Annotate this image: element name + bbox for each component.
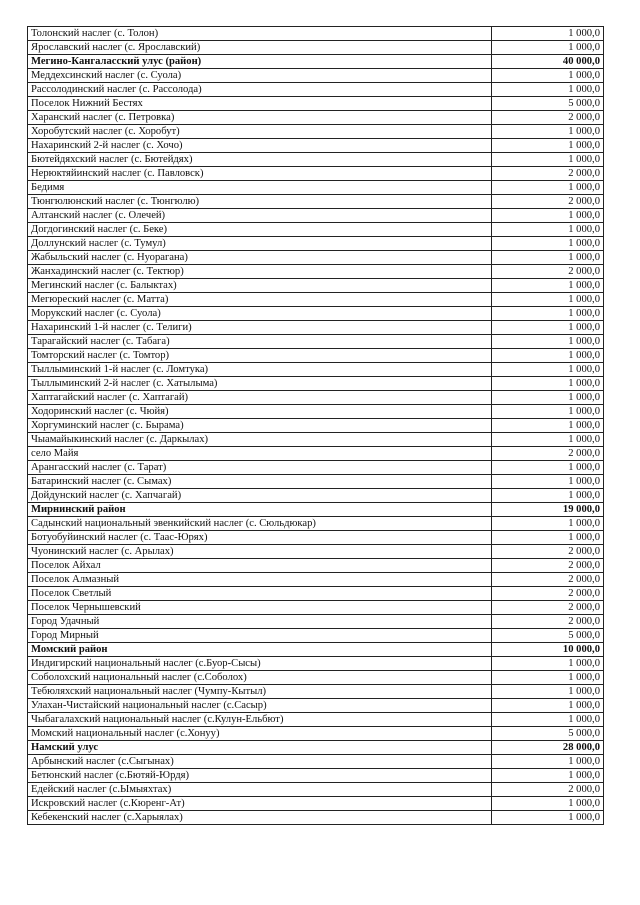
table-row bbox=[28, 559, 604, 573]
settlement-name-cell: Харанский наслег (с. Петровка) bbox=[28, 111, 492, 125]
amount-cell: 1 000,0 bbox=[492, 531, 604, 545]
amount-cell: 2 000,0 bbox=[492, 587, 604, 601]
settlement-name-cell: Нахаринский 2-й наслег (с. Хочо) bbox=[28, 139, 492, 153]
settlement-name-cell: Дойдунский наслег (с. Хапчагай) bbox=[28, 489, 492, 503]
settlement-name-cell: Нерюктяйинский наслег (с. Павловск) bbox=[28, 167, 492, 181]
settlement-name-cell: Город Удачный bbox=[28, 615, 492, 629]
table-row bbox=[28, 83, 604, 97]
district-total-row bbox=[28, 643, 604, 657]
amount-cell: 2 000,0 bbox=[492, 447, 604, 461]
amount-cell: 1 000,0 bbox=[492, 209, 604, 223]
settlement-name-cell: Рассолодинский наслег (с. Рассолода) bbox=[28, 83, 492, 97]
amount-cell: 2 000,0 bbox=[492, 615, 604, 629]
table-row bbox=[28, 475, 604, 489]
amount-cell: 1 000,0 bbox=[492, 699, 604, 713]
amount-cell: 5 000,0 bbox=[492, 629, 604, 643]
amount-cell: 2 000,0 bbox=[492, 265, 604, 279]
amount-cell: 1 000,0 bbox=[492, 377, 604, 391]
table-row bbox=[28, 797, 604, 811]
settlement-name-cell: Жабыльский наслег (с. Нуорагана) bbox=[28, 251, 492, 265]
amount-cell: 1 000,0 bbox=[492, 223, 604, 237]
settlement-name-cell: Момский национальный наслег (с.Хонуу) bbox=[28, 727, 492, 741]
settlement-name-cell: Бютейдяхский наслег (с. Бютейдях) bbox=[28, 153, 492, 167]
settlement-name-cell: Доллунский наслег (с. Тумул) bbox=[28, 237, 492, 251]
table-row bbox=[28, 811, 604, 825]
table-row bbox=[28, 293, 604, 307]
amount-cell: 1 000,0 bbox=[492, 237, 604, 251]
table-row bbox=[28, 377, 604, 391]
table-row bbox=[28, 41, 604, 55]
district-name-cell: Мирнинский район bbox=[28, 503, 492, 517]
table-row bbox=[28, 97, 604, 111]
amount-cell: 1 000,0 bbox=[492, 685, 604, 699]
table-row bbox=[28, 755, 604, 769]
table-row bbox=[28, 685, 604, 699]
amount-cell: 2 000,0 bbox=[492, 559, 604, 573]
amount-cell: 1 000,0 bbox=[492, 405, 604, 419]
table-row bbox=[28, 321, 604, 335]
table-row bbox=[28, 27, 604, 41]
settlement-name-cell: Батаринский наслег (с. Сымах) bbox=[28, 475, 492, 489]
table-row bbox=[28, 531, 604, 545]
amount-cell: 2 000,0 bbox=[492, 195, 604, 209]
district-total-row bbox=[28, 741, 604, 755]
amount-cell: 2 000,0 bbox=[492, 783, 604, 797]
table-row bbox=[28, 587, 604, 601]
amount-cell: 1 000,0 bbox=[492, 475, 604, 489]
table-row bbox=[28, 783, 604, 797]
table-row bbox=[28, 111, 604, 125]
amount-cell: 1 000,0 bbox=[492, 713, 604, 727]
settlement-name-cell: Город Мирный bbox=[28, 629, 492, 643]
settlement-name-cell: Тыллыминский 1-й наслег (с. Ломтука) bbox=[28, 363, 492, 377]
amount-cell: 1 000,0 bbox=[492, 293, 604, 307]
settlement-name-cell: Мегинский наслег (с. Балыктах) bbox=[28, 279, 492, 293]
table-row bbox=[28, 573, 604, 587]
settlement-name-cell: Поселок Алмазный bbox=[28, 573, 492, 587]
amount-cell: 1 000,0 bbox=[492, 489, 604, 503]
amount-cell: 1 000,0 bbox=[492, 279, 604, 293]
amount-cell: 1 000,0 bbox=[492, 349, 604, 363]
amount-cell: 1 000,0 bbox=[492, 335, 604, 349]
amount-cell: 2 000,0 bbox=[492, 573, 604, 587]
allocation-table bbox=[27, 26, 604, 825]
amount-cell: 2 000,0 bbox=[492, 545, 604, 559]
table-row bbox=[28, 69, 604, 83]
district-name-cell: Намский улус bbox=[28, 741, 492, 755]
settlement-name-cell: Меддехсинский наслег (с. Суола) bbox=[28, 69, 492, 83]
table-row bbox=[28, 349, 604, 363]
settlement-name-cell: Догдогинский наслег (с. Беке) bbox=[28, 223, 492, 237]
table-row bbox=[28, 699, 604, 713]
amount-cell: 1 000,0 bbox=[492, 41, 604, 55]
settlement-name-cell: Бетюнский наслег (с.Бютяй-Юрдя) bbox=[28, 769, 492, 783]
amount-cell: 1 000,0 bbox=[492, 153, 604, 167]
settlement-name-cell: Поселок Нижний Бестях bbox=[28, 97, 492, 111]
amount-cell: 1 000,0 bbox=[492, 797, 604, 811]
table-row bbox=[28, 265, 604, 279]
amount-cell: 1 000,0 bbox=[492, 139, 604, 153]
settlement-name-cell: Чыамайыкинский наслег (с. Даркылах) bbox=[28, 433, 492, 447]
district-name-cell: Момский район bbox=[28, 643, 492, 657]
settlement-name-cell: Алтанский наслег (с. Олечей) bbox=[28, 209, 492, 223]
table-row bbox=[28, 237, 604, 251]
district-total-row bbox=[28, 503, 604, 517]
amount-cell: 1 000,0 bbox=[492, 307, 604, 321]
settlement-name-cell: село Майя bbox=[28, 447, 492, 461]
table-row bbox=[28, 251, 604, 265]
settlement-name-cell: Поселок Айхал bbox=[28, 559, 492, 573]
document-page bbox=[27, 26, 604, 825]
settlement-name-cell: Ботуобуйинский наслег (с. Таас-Юрях) bbox=[28, 531, 492, 545]
table-row bbox=[28, 153, 604, 167]
settlement-name-cell: Жанхадинский наслег (с. Тектюр) bbox=[28, 265, 492, 279]
amount-cell: 1 000,0 bbox=[492, 83, 604, 97]
settlement-name-cell: Арбынский наслег (с.Сыгынах) bbox=[28, 755, 492, 769]
table-row bbox=[28, 139, 604, 153]
settlement-name-cell: Хаптагайский наслег (с. Хаптагай) bbox=[28, 391, 492, 405]
settlement-name-cell: Томторский наслег (с. Томтор) bbox=[28, 349, 492, 363]
settlement-name-cell: Кебекенский наслег (с.Харыялах) bbox=[28, 811, 492, 825]
settlement-name-cell: Бедимя bbox=[28, 181, 492, 195]
amount-cell: 1 000,0 bbox=[492, 461, 604, 475]
table-row bbox=[28, 419, 604, 433]
amount-cell: 2 000,0 bbox=[492, 167, 604, 181]
table-row bbox=[28, 489, 604, 503]
amount-cell: 1 000,0 bbox=[492, 251, 604, 265]
table-row bbox=[28, 629, 604, 643]
table-row bbox=[28, 181, 604, 195]
table-row bbox=[28, 657, 604, 671]
table-row bbox=[28, 769, 604, 783]
district-total-row bbox=[28, 55, 604, 69]
settlement-name-cell: Искровский наслег (с.Кюренг-Ат) bbox=[28, 797, 492, 811]
amount-cell: 1 000,0 bbox=[492, 811, 604, 825]
table-row bbox=[28, 125, 604, 139]
settlement-name-cell: Индигирский национальный наслег (с.Буор-Сысы) bbox=[28, 657, 492, 671]
table-row bbox=[28, 195, 604, 209]
amount-cell: 1 000,0 bbox=[492, 671, 604, 685]
settlement-name-cell: Нахаринский 1-й наслег (с. Телиги) bbox=[28, 321, 492, 335]
table-row bbox=[28, 713, 604, 727]
table-row bbox=[28, 167, 604, 181]
table-row bbox=[28, 517, 604, 531]
amount-cell: 2 000,0 bbox=[492, 111, 604, 125]
amount-cell: 1 000,0 bbox=[492, 181, 604, 195]
table-row bbox=[28, 727, 604, 741]
settlement-name-cell: Соболохский национальный наслег (с.Соболох) bbox=[28, 671, 492, 685]
district-amount-cell: 10 000,0 bbox=[492, 643, 604, 657]
settlement-name-cell: Садынский национальный эвенкийский наслег (с. Сюльдюкар) bbox=[28, 517, 492, 531]
table-row bbox=[28, 209, 604, 223]
settlement-name-cell: Тарагайский наслег (с. Табага) bbox=[28, 335, 492, 349]
settlement-name-cell: Чыбагалахский национальный наслег (с.Кулун-Ельбют) bbox=[28, 713, 492, 727]
settlement-name-cell: Толонский наслег (с. Толон) bbox=[28, 27, 492, 41]
amount-cell: 1 000,0 bbox=[492, 755, 604, 769]
table-row bbox=[28, 447, 604, 461]
table-row bbox=[28, 545, 604, 559]
settlement-name-cell: Мегюреский наслег (с. Матта) bbox=[28, 293, 492, 307]
settlement-name-cell: Арангасский наслег (с. Тарат) bbox=[28, 461, 492, 475]
amount-cell: 1 000,0 bbox=[492, 363, 604, 377]
settlement-name-cell: Чуонинский наслег (с. Арылах) bbox=[28, 545, 492, 559]
settlement-name-cell: Морукский наслег (с. Суола) bbox=[28, 307, 492, 321]
settlement-name-cell: Поселок Чернышевский bbox=[28, 601, 492, 615]
settlement-name-cell: Улахан-Чистайский национальный наслег (с.Сасыр) bbox=[28, 699, 492, 713]
district-amount-cell: 28 000,0 bbox=[492, 741, 604, 755]
table-row bbox=[28, 279, 604, 293]
table-row bbox=[28, 335, 604, 349]
table-row bbox=[28, 223, 604, 237]
amount-cell: 1 000,0 bbox=[492, 657, 604, 671]
district-amount-cell: 40 000,0 bbox=[492, 55, 604, 69]
amount-cell: 1 000,0 bbox=[492, 419, 604, 433]
amount-cell: 1 000,0 bbox=[492, 69, 604, 83]
settlement-name-cell: Тюнгюлюнский наслег (с. Тюнгюлю) bbox=[28, 195, 492, 209]
settlement-name-cell: Тебюляхский национальный наслег (Чумпу-Кытыл) bbox=[28, 685, 492, 699]
table-row bbox=[28, 461, 604, 475]
settlement-name-cell: Ярославский наслег (с. Ярославский) bbox=[28, 41, 492, 55]
district-amount-cell: 19 000,0 bbox=[492, 503, 604, 517]
amount-cell: 5 000,0 bbox=[492, 97, 604, 111]
table-row bbox=[28, 363, 604, 377]
table-row bbox=[28, 615, 604, 629]
settlement-name-cell: Хоргуминский наслег (с. Бырама) bbox=[28, 419, 492, 433]
amount-cell: 5 000,0 bbox=[492, 727, 604, 741]
amount-cell: 1 000,0 bbox=[492, 433, 604, 447]
settlement-name-cell: Хоробутский наслег (с. Хоробут) bbox=[28, 125, 492, 139]
table-row bbox=[28, 433, 604, 447]
table-row bbox=[28, 671, 604, 685]
amount-cell: 1 000,0 bbox=[492, 321, 604, 335]
table-row bbox=[28, 405, 604, 419]
allocation-table-body bbox=[28, 27, 604, 825]
table-row bbox=[28, 307, 604, 321]
settlement-name-cell: Едейский наслег (с.Ымыяхтах) bbox=[28, 783, 492, 797]
table-row bbox=[28, 391, 604, 405]
amount-cell: 1 000,0 bbox=[492, 769, 604, 783]
table-row bbox=[28, 601, 604, 615]
amount-cell: 1 000,0 bbox=[492, 391, 604, 405]
settlement-name-cell: Ходоринский наслег (с. Чюйя) bbox=[28, 405, 492, 419]
amount-cell: 1 000,0 bbox=[492, 125, 604, 139]
settlement-name-cell: Поселок Светлый bbox=[28, 587, 492, 601]
amount-cell: 2 000,0 bbox=[492, 601, 604, 615]
settlement-name-cell: Тыллыминский 2-й наслег (с. Хатылыма) bbox=[28, 377, 492, 391]
district-name-cell: Мегино-Кангаласский улус (район) bbox=[28, 55, 492, 69]
amount-cell: 1 000,0 bbox=[492, 27, 604, 41]
amount-cell: 1 000,0 bbox=[492, 517, 604, 531]
